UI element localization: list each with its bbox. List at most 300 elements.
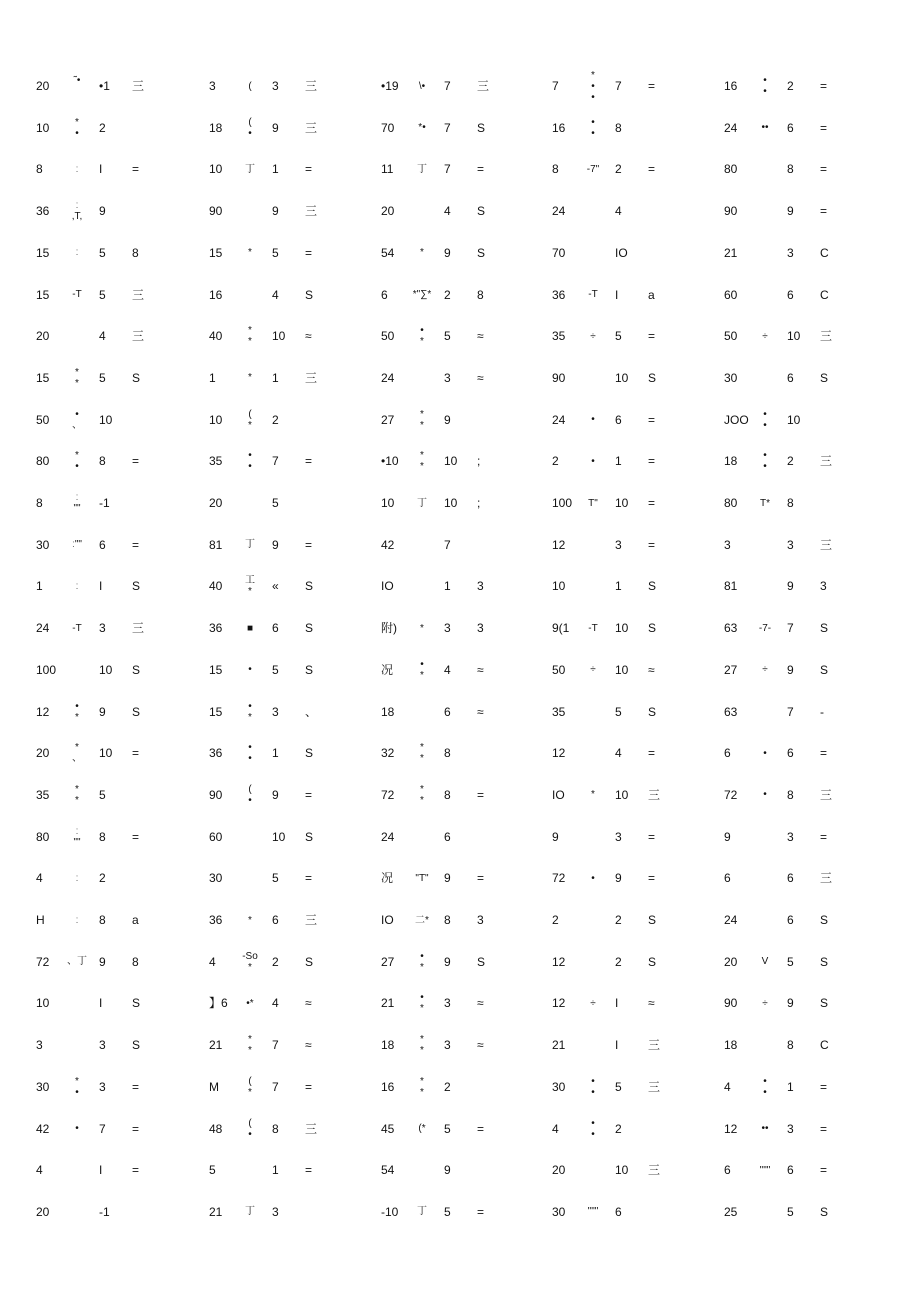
operand-a: 10	[552, 579, 566, 594]
result-mark: S	[305, 287, 314, 302]
result-mark: =	[820, 1121, 828, 1136]
operator-mark: * *	[420, 1075, 424, 1098]
result-mark: =	[305, 454, 313, 469]
operand-a: 20	[36, 746, 50, 761]
operand-b: 2	[615, 954, 622, 969]
operator-mark: *	[420, 622, 424, 634]
operand-b: 9	[787, 579, 794, 594]
operand-a: 6	[724, 871, 731, 886]
operator-mark: *	[248, 372, 252, 384]
result-mark: =	[132, 1121, 140, 1136]
operator-mark: *"∑*	[412, 289, 432, 300]
result-mark: 8	[477, 287, 484, 302]
operand-a: 80	[36, 829, 50, 844]
operand-a: 30	[552, 1079, 566, 1094]
result-mark: =	[132, 1079, 140, 1094]
result-mark: 3	[477, 913, 484, 927]
result-mark: =	[820, 79, 828, 93]
operator-mark: • •	[248, 742, 252, 765]
operand-b: 10	[615, 662, 629, 677]
result-mark: =	[132, 746, 140, 761]
operand-a: 90	[209, 204, 223, 219]
operand-b: 3	[272, 79, 279, 93]
operand-a: 10	[209, 162, 223, 177]
operand-a: 18	[381, 1038, 395, 1053]
result-mark: C	[820, 1038, 829, 1053]
operator-mark: 、丁	[67, 956, 87, 968]
operand-b: 9	[272, 120, 279, 135]
operand-b: 10	[615, 1163, 629, 1178]
operand-a: 42	[36, 1121, 50, 1136]
operand-a: 42	[381, 537, 395, 552]
operator-mark: *	[248, 247, 252, 259]
operand-a: 15	[209, 704, 223, 719]
operand-b: 6	[787, 871, 794, 886]
operand-a: 81	[209, 537, 223, 552]
operand-a: 24	[552, 204, 566, 219]
operand-b: 7	[787, 621, 794, 636]
result-mark: S	[477, 120, 486, 135]
operand-b: 4	[272, 996, 279, 1011]
result-mark: S	[477, 204, 486, 219]
result-mark: ;	[477, 454, 481, 469]
operand-b: 3	[787, 1121, 794, 1136]
operand-a: 18	[724, 1038, 738, 1053]
result-mark: 三	[305, 204, 318, 219]
operand-b: 9	[444, 954, 451, 969]
operator-mark: • •	[763, 408, 767, 431]
result-mark: =	[132, 537, 140, 552]
operand-b: I	[615, 996, 619, 1011]
operand-a: 24	[724, 913, 738, 927]
operand-a: 35	[36, 787, 50, 802]
operator-mark: •	[248, 664, 252, 676]
operand-b: 2	[444, 287, 451, 302]
operand-a: 20	[552, 1163, 566, 1178]
operand-a: 45	[381, 1121, 395, 1136]
operator-mark: * *	[420, 783, 424, 806]
result-mark: =	[305, 871, 313, 886]
operator-mark: *	[591, 789, 595, 801]
operand-a: 100	[552, 496, 573, 510]
operand-b: 2	[444, 1079, 451, 1094]
result-mark: 3	[477, 621, 484, 636]
operand-a: H	[36, 913, 45, 927]
operand-b: 1	[444, 579, 451, 594]
operand-a: 10	[36, 120, 50, 135]
operand-b: 5	[444, 1204, 451, 1219]
operand-a: 24	[724, 120, 738, 135]
operand-a: 20	[381, 204, 395, 219]
operand-b: 7	[444, 162, 451, 177]
operand-a: 18	[724, 454, 738, 469]
operand-b: 6	[787, 746, 794, 761]
operator-mark: • •	[763, 1075, 767, 1098]
operator-mark: 工 *	[245, 575, 255, 598]
operator-mark: ː ,T,	[71, 200, 83, 223]
operand-b: 6	[787, 120, 794, 135]
operand-a: 63	[724, 621, 738, 636]
result-mark: 、	[305, 704, 318, 719]
operand-b: I	[615, 287, 619, 302]
operand-b: 2	[615, 913, 622, 927]
operand-a: 8	[36, 162, 43, 177]
operand-a: 35	[552, 704, 566, 719]
operand-b: 8	[787, 1038, 794, 1053]
operand-b: 1	[272, 746, 279, 761]
result-mark: ≈	[477, 329, 484, 344]
result-mark: S	[132, 662, 141, 677]
operand-a: 90	[724, 204, 738, 219]
operator-mark: T"	[588, 497, 598, 509]
operand-b: 9	[444, 412, 451, 427]
operand-a: 6	[381, 287, 388, 302]
operand-b: •1	[99, 79, 110, 93]
operand-a: 80	[724, 162, 738, 177]
operand-a: 48	[209, 1121, 223, 1136]
operator-mark: -So *	[242, 950, 258, 973]
operand-b: 7	[444, 537, 451, 552]
operand-a: 21	[209, 1204, 223, 1219]
operand-a: 16	[381, 1079, 395, 1094]
result-mark: S	[305, 621, 314, 636]
operand-b: 5	[787, 954, 794, 969]
result-mark: =	[477, 871, 485, 886]
result-mark: =	[648, 454, 656, 469]
result-mark: 三	[305, 1121, 318, 1136]
operator-mark: • 、	[72, 408, 82, 431]
operand-b: 10	[272, 829, 286, 844]
operand-b: 5	[272, 496, 279, 510]
result-mark: ≈	[648, 662, 655, 677]
result-mark: ≈	[477, 370, 484, 385]
operator-mark: ÷	[762, 664, 768, 676]
operator-mark: -T	[588, 622, 598, 634]
operand-a: 30	[552, 1204, 566, 1219]
result-mark: 三	[305, 370, 318, 385]
operand-b: 9	[272, 204, 279, 219]
result-mark: =	[648, 412, 656, 427]
operand-a: IO	[381, 579, 394, 594]
operand-b: 5	[787, 1204, 794, 1219]
operand-b: IO	[615, 245, 628, 260]
operand-a: 90	[209, 787, 223, 802]
operand-a: 10	[381, 496, 395, 510]
operator-mark: • *	[420, 325, 424, 348]
operand-b: 2	[272, 954, 279, 969]
operand-b: 10	[272, 329, 286, 344]
operand-a: 16	[209, 287, 223, 302]
operand-a: 20	[724, 954, 738, 969]
operand-a: 3	[724, 537, 731, 552]
result-mark: S	[648, 913, 657, 927]
operator-mark: • •	[591, 1117, 595, 1140]
operand-a: 15	[209, 662, 223, 677]
result-mark: ≈	[305, 329, 312, 344]
operand-b: 8	[99, 829, 106, 844]
operand-b: 4	[444, 662, 451, 677]
result-mark: C	[820, 245, 829, 260]
operand-a: 12	[552, 746, 566, 761]
operand-a: 9	[724, 829, 731, 844]
result-mark: =	[477, 162, 485, 177]
operand-b: 8	[444, 913, 451, 927]
operator-mark: ː""	[72, 539, 82, 551]
operand-a: 21	[209, 1038, 223, 1053]
operator-mark: ÷	[590, 664, 596, 676]
operand-a: 10	[36, 996, 50, 1011]
result-mark: S	[132, 996, 141, 1011]
operator-mark: •	[591, 414, 595, 426]
operand-b: 3	[787, 537, 794, 552]
operator-mark: • *	[420, 992, 424, 1015]
operand-a: 36	[552, 287, 566, 302]
operand-a: 3	[36, 1038, 43, 1053]
operand-a: 15	[209, 245, 223, 260]
operand-b: 3	[787, 829, 794, 844]
operand-b: 10	[615, 621, 629, 636]
operand-b: 1	[615, 454, 622, 469]
operand-a: 30	[209, 871, 223, 886]
result-mark: S	[820, 954, 829, 969]
operand-a: 18	[381, 704, 395, 719]
result-mark: S	[820, 996, 829, 1011]
operand-b: 9	[444, 245, 451, 260]
operand-a: 2	[552, 913, 559, 927]
operand-b: 8	[99, 454, 106, 469]
operand-b: 10	[787, 329, 801, 344]
operator-mark: * • •	[591, 69, 595, 103]
operand-b: 9	[787, 662, 794, 677]
operator-mark: *	[248, 914, 252, 926]
operand-a: •19	[381, 79, 399, 93]
operator-mark: ( •	[248, 783, 252, 806]
result-mark: 三	[132, 287, 145, 302]
operator-mark: * *	[420, 1034, 424, 1057]
operand-b: 3	[99, 1079, 106, 1094]
operand-b: 3	[615, 829, 622, 844]
operator-mark: •	[763, 747, 767, 759]
operand-a: 15	[36, 370, 50, 385]
operand-a: 36	[209, 913, 223, 927]
result-mark: S	[648, 621, 657, 636]
operator-mark: ÷	[762, 997, 768, 1009]
result-mark: =	[820, 829, 828, 844]
operand-a: 12	[36, 704, 50, 719]
operand-a: 12	[552, 954, 566, 969]
operand-b: 10	[615, 496, 629, 510]
result-mark: 三	[648, 787, 661, 802]
operator-mark: * 、	[72, 742, 82, 765]
operand-a: 4	[724, 1079, 731, 1094]
result-mark: =	[820, 1163, 828, 1178]
operand-a: 100	[36, 662, 57, 677]
operand-b: 8	[444, 746, 451, 761]
operator-mark: ÷	[590, 330, 596, 342]
operand-b: 8	[787, 787, 794, 802]
operand-a: 】6	[209, 996, 228, 1011]
result-mark: =	[648, 496, 656, 510]
operand-b: 3	[272, 704, 279, 719]
result-mark: ≈	[477, 996, 484, 1011]
operator-mark: ••	[761, 1123, 769, 1134]
operand-b: I	[99, 162, 103, 177]
operator-mark: 丁	[245, 539, 255, 551]
operator-mark: * *	[420, 408, 424, 431]
operand-b: «	[272, 579, 279, 594]
operand-a: 12	[552, 537, 566, 552]
operand-b: 9	[787, 996, 794, 1011]
operator-mark: • *	[248, 700, 252, 723]
result-mark: C	[820, 287, 829, 302]
operand-b: 8	[99, 913, 106, 927]
operand-b: -1	[99, 1204, 110, 1219]
operand-a: 72	[552, 871, 566, 886]
operand-b: 8	[787, 162, 794, 177]
operator-mark: * *	[248, 325, 252, 348]
operand-b: 5	[444, 329, 451, 344]
operator-mark: ( •	[248, 1117, 252, 1140]
operand-b: 5	[272, 245, 279, 260]
result-mark: ≈	[305, 996, 312, 1011]
result-mark: 三	[132, 329, 145, 344]
operator-mark: • •	[763, 450, 767, 473]
operand-a: 80	[724, 496, 738, 510]
operand-b: 7	[99, 1121, 106, 1136]
result-mark: S	[477, 954, 486, 969]
operand-a: 15	[36, 287, 50, 302]
result-mark: 三	[820, 329, 833, 344]
result-mark: 三	[305, 120, 318, 135]
operand-a: 40	[209, 579, 223, 594]
operator-mark: (	[248, 80, 252, 92]
operator-mark: ••	[761, 122, 769, 134]
operand-a: 40	[209, 329, 223, 344]
operand-b: 3	[444, 621, 451, 636]
operand-b: 2	[615, 162, 622, 177]
operand-a: 36	[36, 204, 50, 219]
operator-mark: \•	[418, 80, 426, 92]
operand-a: 30	[724, 370, 738, 385]
operand-a: 36	[209, 621, 223, 636]
operator-mark: (*	[418, 1123, 426, 1134]
operand-b: 5	[99, 287, 106, 302]
operand-b: 2	[615, 1121, 622, 1136]
operand-b: 5	[444, 1121, 451, 1136]
operand-b: 7	[444, 79, 451, 93]
operand-b: 6	[615, 1204, 622, 1219]
operand-b: 3	[444, 1038, 451, 1053]
result-mark: S	[820, 913, 829, 927]
result-mark: S	[132, 1038, 141, 1053]
operator-mark: ː	[75, 247, 79, 259]
result-mark: 三	[305, 913, 318, 927]
result-mark: 三	[820, 871, 833, 886]
operator-mark: • •	[591, 1075, 595, 1098]
operand-b: 7	[787, 704, 794, 719]
result-mark: 8	[132, 245, 139, 260]
operand-b: I	[99, 996, 103, 1011]
operand-a: 72	[36, 954, 50, 969]
operand-a: 12	[724, 1121, 738, 1136]
operator-mark: • •	[763, 75, 767, 97]
operand-a: 9(1	[552, 621, 570, 636]
operand-b: 6	[272, 621, 279, 636]
operand-b: 10	[444, 454, 458, 469]
operator-mark: ː	[75, 914, 79, 926]
operator-mark: •	[591, 455, 595, 467]
operator-mark: *•	[418, 122, 426, 134]
operand-b: 7	[444, 120, 451, 135]
operand-a: 7	[552, 79, 559, 93]
result-mark: =	[305, 1079, 313, 1094]
result-mark: =	[305, 245, 313, 260]
operand-b: 9	[99, 204, 106, 219]
result-mark: 三	[132, 621, 145, 636]
result-mark: ≈	[305, 1038, 312, 1053]
operand-b: 4	[272, 287, 279, 302]
operand-a: 20	[36, 1204, 50, 1219]
operator-mark: * *	[75, 366, 79, 389]
operand-a: IO	[381, 913, 394, 927]
operand-a: 27	[381, 412, 395, 427]
operand-b: 5	[99, 245, 106, 260]
operand-a: 30	[36, 1079, 50, 1094]
operand-a: •10	[381, 454, 399, 469]
result-mark: =	[477, 787, 485, 802]
operand-a: 36	[209, 746, 223, 761]
operand-a: 16	[724, 79, 738, 93]
operand-b: 10	[99, 662, 113, 677]
result-mark: =	[820, 120, 828, 135]
operand-b: 1	[272, 370, 279, 385]
operator-mark: • •	[591, 116, 595, 139]
operator-mark: * *	[420, 450, 424, 473]
operand-b: 4	[615, 204, 622, 219]
operand-a: 27	[381, 954, 395, 969]
operand-b: 7	[272, 1079, 279, 1094]
operand-a: 72	[724, 787, 738, 802]
operator-mark: ː	[75, 163, 79, 175]
operand-a: 况	[381, 871, 394, 886]
operand-a: 32	[381, 746, 395, 761]
operand-b: 9	[99, 954, 106, 969]
result-mark: =	[132, 454, 140, 469]
operand-a: 24	[381, 370, 395, 385]
operator-mark: ˜•	[73, 75, 81, 86]
operand-b: 10	[99, 746, 113, 761]
operand-a: 70	[381, 120, 395, 135]
operand-a: 24	[552, 412, 566, 427]
result-mark: =	[305, 162, 313, 177]
operand-b: 8	[615, 120, 622, 135]
result-mark: =	[305, 537, 313, 552]
operator-mark: ( *	[248, 1075, 252, 1098]
operand-b: 9	[444, 871, 451, 886]
result-mark: S	[820, 370, 829, 385]
operator-mark: ÷	[590, 997, 596, 1009]
operator-mark: * *	[248, 1034, 252, 1057]
result-mark: S	[477, 245, 486, 260]
operand-a: 80	[36, 454, 50, 469]
operand-a: 27	[724, 662, 738, 677]
result-mark: =	[477, 1121, 485, 1136]
operator-mark: ː	[75, 872, 79, 884]
operand-a: 70	[552, 245, 566, 260]
operator-mark: ■	[246, 622, 254, 634]
operand-b: 3	[444, 996, 451, 1011]
result-mark: S	[305, 579, 314, 594]
